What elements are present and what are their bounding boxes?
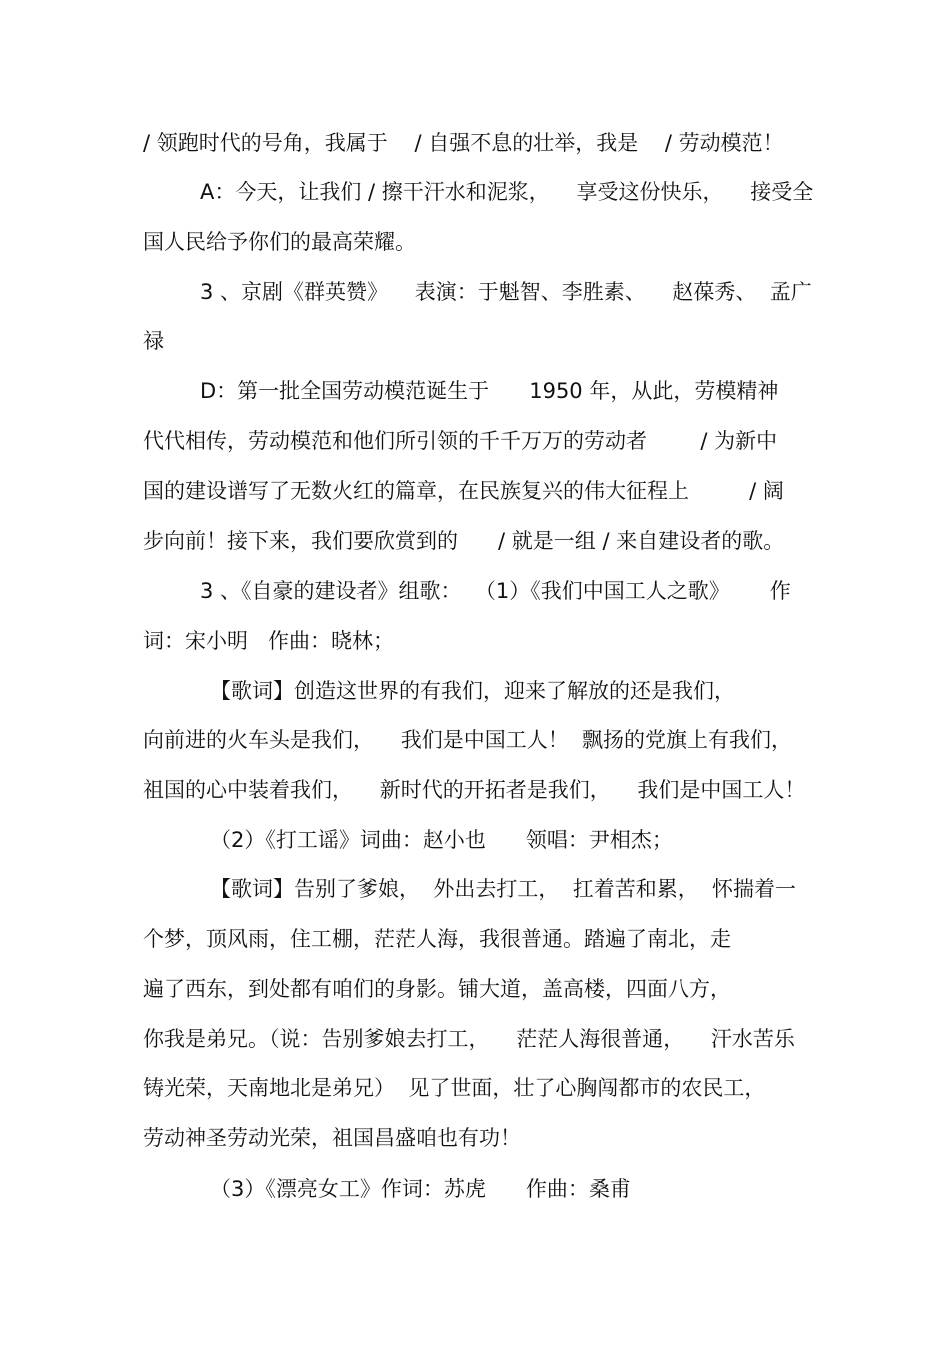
text-line: 国的建设谱写了无数火红的篇章，在民族复兴的伟大征程上 / 阔 [143,479,784,503]
text-line: 遍了西东，到处都有咱们的身影。铺大道，盖高楼，四面八方， [143,977,731,1001]
text-line: 铸光荣，天南地北是弟兄） 见了世面，壮了心胸闯都市的农民工， [143,1076,766,1100]
text-line: 劳动神圣劳动光荣，祖国昌盛咱也有功！ [143,1126,521,1150]
text-line: 你我是弟兄。（说：告别爹娘去打工， 茫茫人海很普通， 汗水苦乐 [143,1027,795,1051]
text-line: 3 、《自豪的建设者》组歌： （1）《我们中国工人之歌》 作 [200,579,791,603]
text-line: 个梦，顶风雨，住工棚，茫茫人海，我很普通。踏遍了南北，走 [143,927,731,951]
text-line: 禄 [143,329,164,353]
text-line: D：第一批全国劳动模范诞生于 1950 年，从此，劳模精神 [200,379,779,403]
text-line: 向前进的火车头是我们， 我们是中国工人！ 飘扬的党旗上有我们， [143,728,793,752]
text-line: 步向前！接下来，我们要欣赏到的 / 就是一组 / 来自建设者的歌。 [143,529,785,553]
text-line: （3）《漂亮女工》作词：苏虎 作曲：桑甫 [210,1177,631,1201]
text-line: 3 、京剧《群英赞》 表演：于魁智、李胜素、 赵葆秀、 孟广 [200,280,812,304]
text-line: 词：宋小明 作曲：晓林； [143,629,395,653]
text-line: 祖国的心中装着我们， 新时代的开拓者是我们， 我们是中国工人！ [143,778,806,802]
text-line: / 领跑时代的号角，我属于 / 自强不息的壮举，我是 / 劳动模范！ [143,131,784,155]
text-line: 国人民给予你们的最高荣耀。 [143,230,416,254]
text-line: 代代相传，劳动模范和他们所引领的千千万万的劳动者 / 为新中 [143,429,778,453]
text-line: （2）《打工谣》词曲：赵小也 领唱：尹相杰； [210,828,673,852]
text-line: 【歌词】创造这世界的有我们，迎来了解放的还是我们， [210,679,735,703]
text-line: 【歌词】告别了爹娘， 外出去打工， 扛着苦和累， 怀揣着一 [210,877,797,901]
text-line: A：今天，让我们 / 擦干汗水和泥浆， 享受这份快乐， 接受全 [200,180,814,204]
